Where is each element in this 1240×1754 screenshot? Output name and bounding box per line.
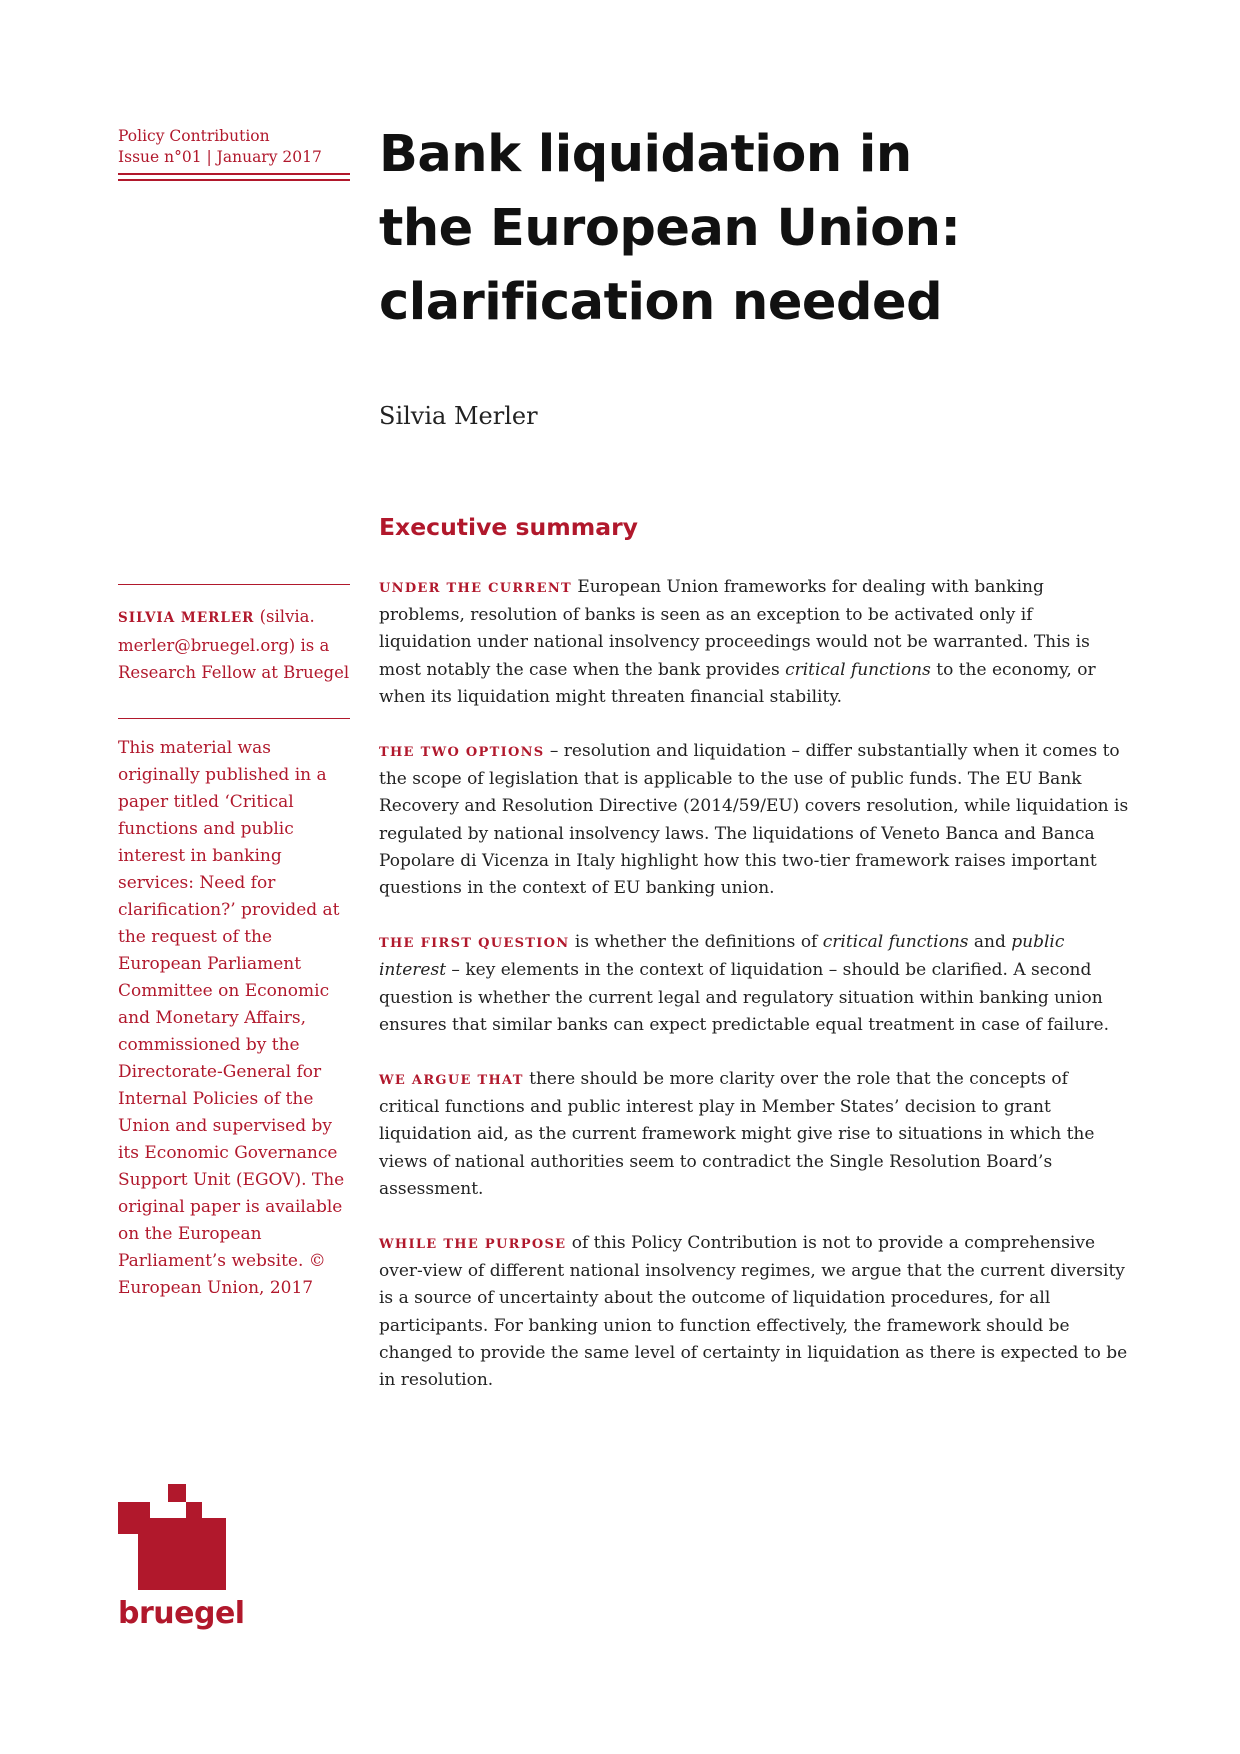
paragraph-lead: WHILE THE PURPOSE [379, 1237, 567, 1253]
title-line: clarification needed [379, 273, 943, 332]
paragraph-text: – resolution and liquidation – differ substantially when it comes to the scope of legislation that is applicable to the use of public funds. The EU Bank Recovery and Resolution Directive (2014/59/EU) covers resolution, while liquidation is regulated by national insolvency laws. The liquidations of Veneto Banca and Banca Popolare di Vicenza in Italy highlight how this two-tier framework raises important questions in the context of EU banking union. [379, 741, 1129, 899]
page-title [379, 118, 1129, 340]
paragraph-lead: UNDER THE CURRENT [379, 581, 572, 596]
bruegel-logo [118, 1484, 245, 1632]
paragraph-text: of this Policy Contribution is not to provide a comprehensive over-view of different national insolvency regimes, we argue that the current diversity is a source of uncertainty about the outcome of liquidation procedures, for all participants. For banking union to function effectively, the framework should be changed to provide the same level of certainty in liquidation as there is expected to be in resolution. [379, 1233, 1128, 1391]
author-bio-text: (silvia. merler@bruegel.org) is a Research Fellow at Bruegel [118, 607, 350, 682]
issue-line: Issue n°01 | January 2017 [118, 148, 322, 166]
paragraph-italic: critical functions [822, 932, 969, 953]
paragraph-text: – key elements in the context of liquidation – should be clarified. A second question is whether the current legal and regulatory situation within banking union ensures that similar banks can expect predictable equal treatment in case of failure. [379, 960, 1110, 1035]
executive-summary-heading: Executive summary [379, 513, 638, 541]
title-line: the European Union: [379, 199, 961, 258]
summary-paragraph [379, 1066, 1129, 1203]
series-label: Policy Contribution [118, 127, 270, 145]
paragraph-italic: public interest [379, 932, 1065, 981]
issue-info [118, 126, 350, 168]
bio-divider [118, 584, 350, 585]
bruegel-square-logo-icon [118, 1484, 228, 1596]
summary-paragraph [379, 574, 1129, 711]
paragraph-italic: critical functions [785, 659, 931, 680]
author-bio-name: SILVIA MERLER [118, 610, 255, 626]
summary-paragraph [379, 738, 1129, 902]
author-bio [118, 603, 350, 686]
summary-paragraph [379, 1230, 1129, 1394]
summary-paragraph [379, 929, 1129, 1039]
bruegel-wordmark: bruegel [118, 1596, 245, 1631]
paragraph-text: to the economy, or when its liquidation might threaten financial stability. [379, 659, 1096, 707]
author-name: Silvia Merler [379, 402, 538, 430]
paragraph-lead: THE TWO OPTIONS [379, 745, 545, 761]
title-line: Bank liquidation in [379, 125, 912, 184]
note-divider [118, 718, 350, 719]
paragraph-lead: WE ARGUE THAT [379, 1073, 524, 1089]
paragraph-text: there should be more clarity over the role that the concepts of critical functions and public interest play in Member States’ decision to grant liquidation aid, as the current framework might give rise to situations in which the views of national authorities seem to contradict the Single Resolution Board’s assessment. [379, 1069, 1095, 1199]
publication-note: This material was originally published in a paper titled ‘Critical functions and public interest in banking services: Need for clarification?’ provided at the request of the European Parliament Committee on Economic and Monetary Affairs, commissioned by the Directorate-General for Internal Policies of the Union and supervised by its Economic Governance Support Unit (EGOV). The original paper is available on the European Parliament’s website. © European Union, 2017 [118, 738, 345, 1298]
paragraph-text: European Union frameworks for dealing with banking problems, resolution of banks is seen as an exception to be activated only if liquidation under national insolvency proceedings would not be warranted. This is most notably the case when the bank provides [379, 577, 1090, 680]
paragraph-text: and [968, 932, 1012, 953]
executive-summary-body [379, 574, 1129, 1421]
issue-divider-top [118, 173, 350, 175]
issue-divider-bottom [118, 179, 350, 181]
paragraph-lead: THE FIRST QUESTION [379, 936, 570, 952]
paragraph-text: is whether the definitions of [569, 932, 823, 953]
